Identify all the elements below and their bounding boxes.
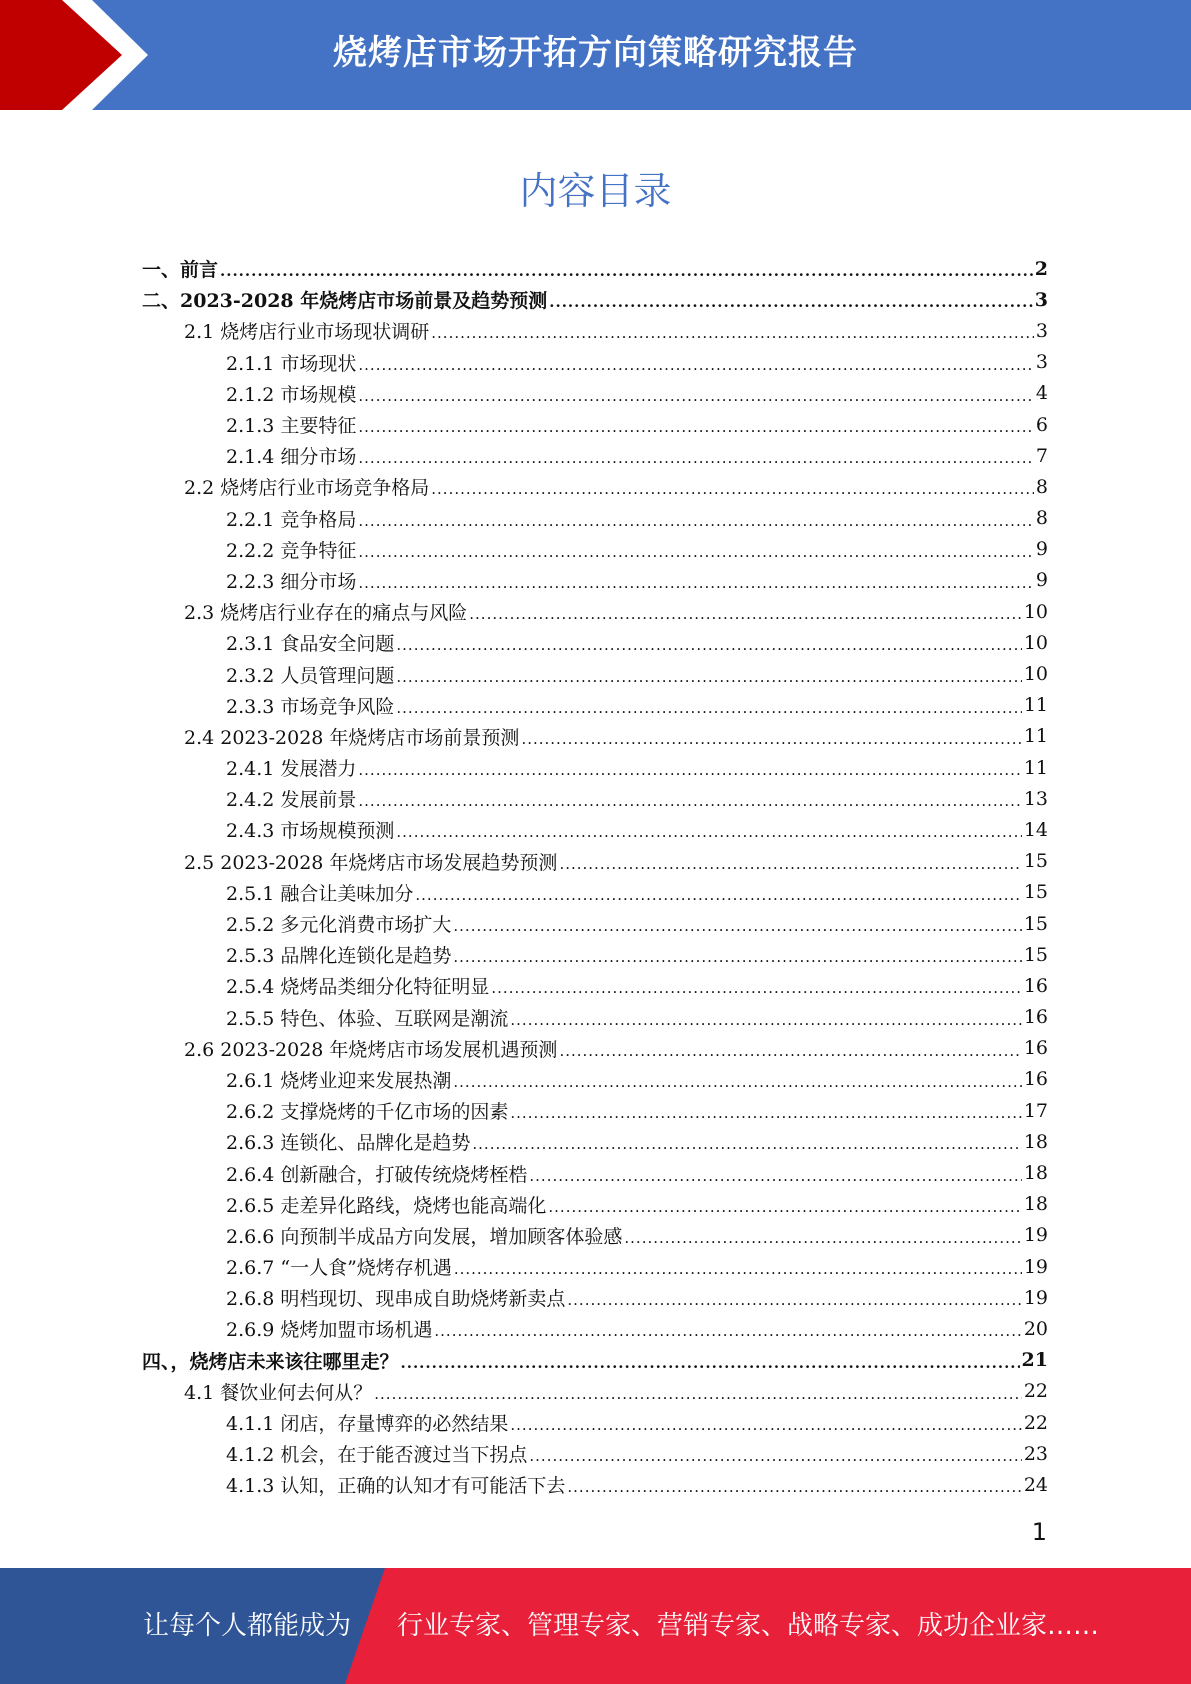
toc-entry[interactable] bbox=[142, 534, 1048, 565]
toc-entry-page: 3 bbox=[1035, 319, 1048, 342]
toc-entry-label: 2.6.8 明档现切、现串成自助烧烤新卖点 bbox=[226, 1288, 566, 1311]
toc-entry[interactable] bbox=[142, 1220, 1048, 1251]
toc-entry-page: 8 bbox=[1035, 507, 1048, 530]
toc-dot-leader bbox=[415, 883, 1021, 902]
toc-entry[interactable] bbox=[142, 1376, 1048, 1407]
toc-dot-leader bbox=[453, 1070, 1021, 1089]
toc-entry[interactable] bbox=[142, 1002, 1048, 1033]
toc-entry-page: 20 bbox=[1023, 1317, 1048, 1340]
toc-entry[interactable] bbox=[142, 721, 1048, 752]
toc-dot-leader bbox=[434, 1319, 1021, 1338]
toc-entry[interactable] bbox=[142, 783, 1048, 814]
toc-dot-leader bbox=[549, 290, 1033, 309]
toc-entry-label: 2.6.4 创新融合，打破传统烧烤桎梏 bbox=[226, 1163, 528, 1186]
toc-entry-label: 2.5.2 多元化消费市场扩大 bbox=[226, 914, 452, 937]
toc-entry-page: 15 bbox=[1023, 943, 1048, 966]
toc-entry-page: 19 bbox=[1023, 1286, 1048, 1309]
toc-entry[interactable] bbox=[142, 1251, 1048, 1282]
toc-entry[interactable] bbox=[142, 1157, 1048, 1188]
toc-dot-leader bbox=[624, 1226, 1021, 1245]
toc-dot-leader bbox=[374, 1382, 1022, 1401]
toc-entry-label: 2.1.3 主要特征 bbox=[226, 415, 357, 438]
footer-banner bbox=[0, 1568, 1191, 1684]
toc-entry[interactable] bbox=[142, 503, 1048, 534]
toc-entry-page: 3 bbox=[1035, 351, 1048, 374]
toc-dot-leader bbox=[510, 1413, 1021, 1432]
toc-entry[interactable] bbox=[142, 1407, 1048, 1438]
toc-dot-leader bbox=[510, 1008, 1021, 1027]
toc-entry-page: 11 bbox=[1023, 756, 1048, 779]
toc-entry-page: 18 bbox=[1023, 1193, 1048, 1216]
toc-entry-page: 11 bbox=[1023, 725, 1048, 748]
toc-dot-leader bbox=[521, 727, 1021, 746]
toc-entry[interactable] bbox=[142, 1282, 1048, 1313]
toc-entry[interactable] bbox=[142, 1438, 1048, 1469]
toc-dot-leader bbox=[559, 852, 1021, 871]
toc-entry-label: 2.6.7 “一人食”烧烤存机遇 bbox=[226, 1257, 452, 1280]
toc-dot-leader bbox=[431, 477, 1034, 496]
toc-entry-label: 2.6.5 走差异化路线，烧烤也能高端化 bbox=[226, 1194, 547, 1217]
toc-dot-leader bbox=[453, 945, 1021, 964]
toc-dot-leader bbox=[358, 789, 1021, 808]
toc-dot-leader bbox=[567, 1475, 1021, 1494]
toc-entry-page: 21 bbox=[1021, 1349, 1048, 1372]
toc-entry[interactable] bbox=[142, 440, 1048, 471]
toc-dot-leader bbox=[220, 259, 1033, 278]
toc-entry-page: 18 bbox=[1023, 1162, 1048, 1185]
toc-entry[interactable] bbox=[142, 1189, 1048, 1220]
page-number: 1 bbox=[1031, 1518, 1047, 1546]
toc-entry-label: 4.1.2 机会，在于能否渡过当下拐点 bbox=[226, 1444, 528, 1467]
toc-entry-label: 2.5.1 融合让美味加分 bbox=[226, 882, 414, 905]
toc-dot-leader bbox=[454, 1257, 1022, 1276]
toc-entry-label: 2.5 2023-2028 年烧烤店市场发展趋势预测 bbox=[184, 851, 558, 874]
toc-dot-leader bbox=[567, 1288, 1021, 1307]
toc-entry[interactable] bbox=[142, 284, 1048, 315]
toc-entry-page: 14 bbox=[1023, 818, 1048, 841]
toc-dot-leader bbox=[529, 1444, 1021, 1463]
toc-entry[interactable] bbox=[142, 1313, 1048, 1344]
toc-entry-label: 2.3.3 市场竞争风险 bbox=[226, 695, 395, 718]
toc-entry[interactable] bbox=[142, 409, 1048, 440]
toc-dot-leader bbox=[431, 321, 1034, 340]
toc-entry-page: 15 bbox=[1023, 912, 1048, 935]
toc-entry-label: 2.5.3 品牌化连锁化是趋势 bbox=[226, 945, 452, 968]
toc-entry[interactable] bbox=[142, 877, 1048, 908]
toc-dot-leader bbox=[358, 509, 1034, 528]
footer-slogan-left: 让每个人都能成为 bbox=[143, 1611, 352, 1641]
toc-dot-leader bbox=[396, 820, 1021, 839]
toc-entry-label: 2.1.2 市场规模 bbox=[226, 383, 357, 406]
toc-dot-leader bbox=[358, 353, 1034, 372]
toc-entry-page: 7 bbox=[1035, 444, 1048, 467]
toc-heading: 内容目录 bbox=[519, 169, 672, 213]
toc-dot-leader bbox=[491, 976, 1021, 995]
toc-entry-page: 3 bbox=[1034, 288, 1048, 311]
toc-entry[interactable] bbox=[142, 565, 1048, 596]
table-of-contents bbox=[142, 253, 1048, 1501]
toc-entry[interactable] bbox=[142, 939, 1048, 970]
toc-entry-label: 2.6.1 烧烤业迎来发展热潮 bbox=[226, 1069, 452, 1092]
toc-entry[interactable] bbox=[142, 1126, 1048, 1157]
toc-entry-label: 2.2 烧烤店行业市场竞争格局 bbox=[184, 477, 430, 500]
toc-entry-label: 2.6.3 连锁化、品牌化是趋势 bbox=[226, 1132, 471, 1155]
toc-dot-leader bbox=[358, 571, 1034, 590]
toc-entry-page: 22 bbox=[1023, 1411, 1048, 1434]
toc-entry-page: 10 bbox=[1023, 631, 1048, 654]
toc-entry[interactable] bbox=[142, 1095, 1048, 1126]
toc-entry[interactable] bbox=[142, 846, 1048, 877]
toc-dot-leader bbox=[472, 1132, 1021, 1151]
toc-entry[interactable] bbox=[142, 908, 1048, 939]
toc-entry-page: 2 bbox=[1034, 257, 1048, 280]
toc-entry[interactable] bbox=[142, 970, 1048, 1001]
toc-entry[interactable] bbox=[142, 471, 1048, 502]
toc-entry[interactable] bbox=[142, 378, 1048, 409]
toc-entry-page: 16 bbox=[1023, 1006, 1048, 1029]
toc-entry-page: 17 bbox=[1023, 1099, 1048, 1122]
toc-dot-leader bbox=[559, 1039, 1021, 1058]
toc-entry-page: 10 bbox=[1023, 663, 1048, 686]
toc-entry-label: 2.3.1 食品安全问题 bbox=[226, 633, 395, 656]
toc-entry-page: 15 bbox=[1023, 881, 1048, 904]
toc-entry-page: 9 bbox=[1035, 538, 1048, 561]
toc-dot-leader bbox=[469, 602, 1022, 621]
report-title: 烧烤店市场开拓方向策略研究报告 bbox=[333, 33, 858, 73]
toc-entry-label: 2.6.6 向预制半成品方向发展，增加顾客体验感 bbox=[226, 1225, 623, 1248]
toc-dot-leader bbox=[358, 384, 1034, 403]
toc-entry[interactable] bbox=[142, 814, 1048, 845]
toc-entry-label: 2.4.2 发展前景 bbox=[226, 789, 357, 812]
toc-entry-label: 2.3.2 人员管理问题 bbox=[226, 664, 395, 687]
toc-dot-leader bbox=[396, 633, 1021, 652]
toc-dot-leader bbox=[548, 1195, 1021, 1214]
toc-entry-label: 2.2.2 竞争特征 bbox=[226, 539, 357, 562]
toc-entry-page: 8 bbox=[1035, 475, 1048, 498]
toc-entry-page: 16 bbox=[1023, 1037, 1048, 1060]
toc-dot-leader bbox=[358, 446, 1034, 465]
toc-entry-page: 19 bbox=[1023, 1224, 1048, 1247]
toc-entry-label: 2.1 烧烤店行业市场现状调研 bbox=[184, 321, 430, 344]
toc-entry[interactable] bbox=[142, 596, 1048, 627]
toc-entry-page: 10 bbox=[1023, 600, 1048, 623]
toc-entry-page: 11 bbox=[1023, 694, 1048, 717]
toc-entry-page: 16 bbox=[1023, 1068, 1048, 1091]
toc-entry-label: 2.4.1 发展潜力 bbox=[226, 758, 357, 781]
toc-dot-leader bbox=[358, 415, 1034, 434]
toc-entry[interactable] bbox=[142, 1345, 1048, 1376]
toc-entry-label: 2.5.5 特色、体验、互联网是潮流 bbox=[226, 1007, 509, 1030]
toc-entry-page: 13 bbox=[1023, 787, 1048, 810]
toc-entry[interactable] bbox=[142, 1033, 1048, 1064]
toc-entry-label: 4.1.1 闭店，存量博弈的必然结果 bbox=[226, 1413, 509, 1436]
toc-dot-leader bbox=[529, 1164, 1021, 1183]
toc-entry-label: 2.6.2 支撑烧烤的千亿市场的因素 bbox=[226, 1101, 509, 1124]
toc-entry[interactable] bbox=[142, 658, 1048, 689]
toc-entry-label: 2.1.1 市场现状 bbox=[226, 352, 357, 375]
toc-entry-label: 四、，烧烤店未来该往哪里走？ bbox=[142, 1350, 399, 1373]
toc-dot-leader bbox=[358, 540, 1034, 559]
toc-entry-page: 4 bbox=[1035, 382, 1048, 405]
toc-dot-leader bbox=[396, 696, 1021, 715]
toc-dot-leader bbox=[453, 914, 1021, 933]
toc-entry-label: 4.1.3 认知，正确的认知才有可能活下去 bbox=[226, 1475, 566, 1498]
toc-entry-label: 2.2.1 竞争格局 bbox=[226, 508, 357, 531]
toc-dot-leader bbox=[358, 758, 1021, 777]
toc-entry-label: 2.4.3 市场规模预测 bbox=[226, 820, 395, 843]
toc-entry-label: 4.1 餐饮业何去何从？ bbox=[184, 1381, 373, 1404]
toc-entry-page: 22 bbox=[1023, 1380, 1048, 1403]
toc-dot-leader bbox=[510, 1101, 1021, 1120]
toc-entry-page: 18 bbox=[1023, 1130, 1048, 1153]
toc-entry[interactable] bbox=[142, 347, 1048, 378]
toc-entry-page: 6 bbox=[1035, 413, 1048, 436]
toc-entry-label: 一、前言 bbox=[142, 259, 219, 282]
toc-entry-label: 2.3 烧烤店行业存在的痛点与风险 bbox=[184, 602, 468, 625]
toc-entry-page: 19 bbox=[1023, 1255, 1048, 1278]
toc-entry[interactable] bbox=[142, 690, 1048, 721]
toc-entry-label: 2.5.4 烧烤品类细分化特征明显 bbox=[226, 976, 490, 999]
toc-entry-page: 23 bbox=[1023, 1442, 1048, 1465]
toc-entry-label: 2.6 2023-2028 年烧烤店市场发展机遇预测 bbox=[184, 1038, 558, 1061]
toc-entry[interactable] bbox=[142, 1064, 1048, 1095]
header-banner bbox=[0, 0, 1191, 110]
toc-entry-page: 24 bbox=[1023, 1473, 1048, 1496]
toc-entry[interactable] bbox=[142, 752, 1048, 783]
toc-entry-label: 2.1.4 细分市场 bbox=[226, 446, 357, 469]
toc-entry-page: 16 bbox=[1023, 974, 1048, 997]
toc-entry[interactable] bbox=[142, 1469, 1048, 1500]
toc-entry-page: 15 bbox=[1023, 850, 1048, 873]
toc-entry-label: 2.2.3 细分市场 bbox=[226, 570, 357, 593]
footer-slogan-right: 行业专家、管理专家、营销专家、战略专家、成功企业家…… bbox=[397, 1611, 1100, 1641]
toc-entry-label: 2.6.9 烧烤加盟市场机遇 bbox=[226, 1319, 433, 1342]
toc-entry-page: 9 bbox=[1035, 569, 1048, 592]
toc-dot-leader bbox=[401, 1351, 1020, 1370]
toc-entry[interactable] bbox=[142, 315, 1048, 346]
toc-dot-leader bbox=[396, 665, 1021, 684]
toc-entry[interactable] bbox=[142, 627, 1048, 658]
toc-entry[interactable] bbox=[142, 253, 1048, 284]
toc-entry-label: 2.4 2023-2028 年烧烤店市场前景预测 bbox=[184, 726, 520, 749]
toc-entry-label: 二、2023-2028 年烧烤店市场前景及趋势预测 bbox=[142, 290, 548, 313]
